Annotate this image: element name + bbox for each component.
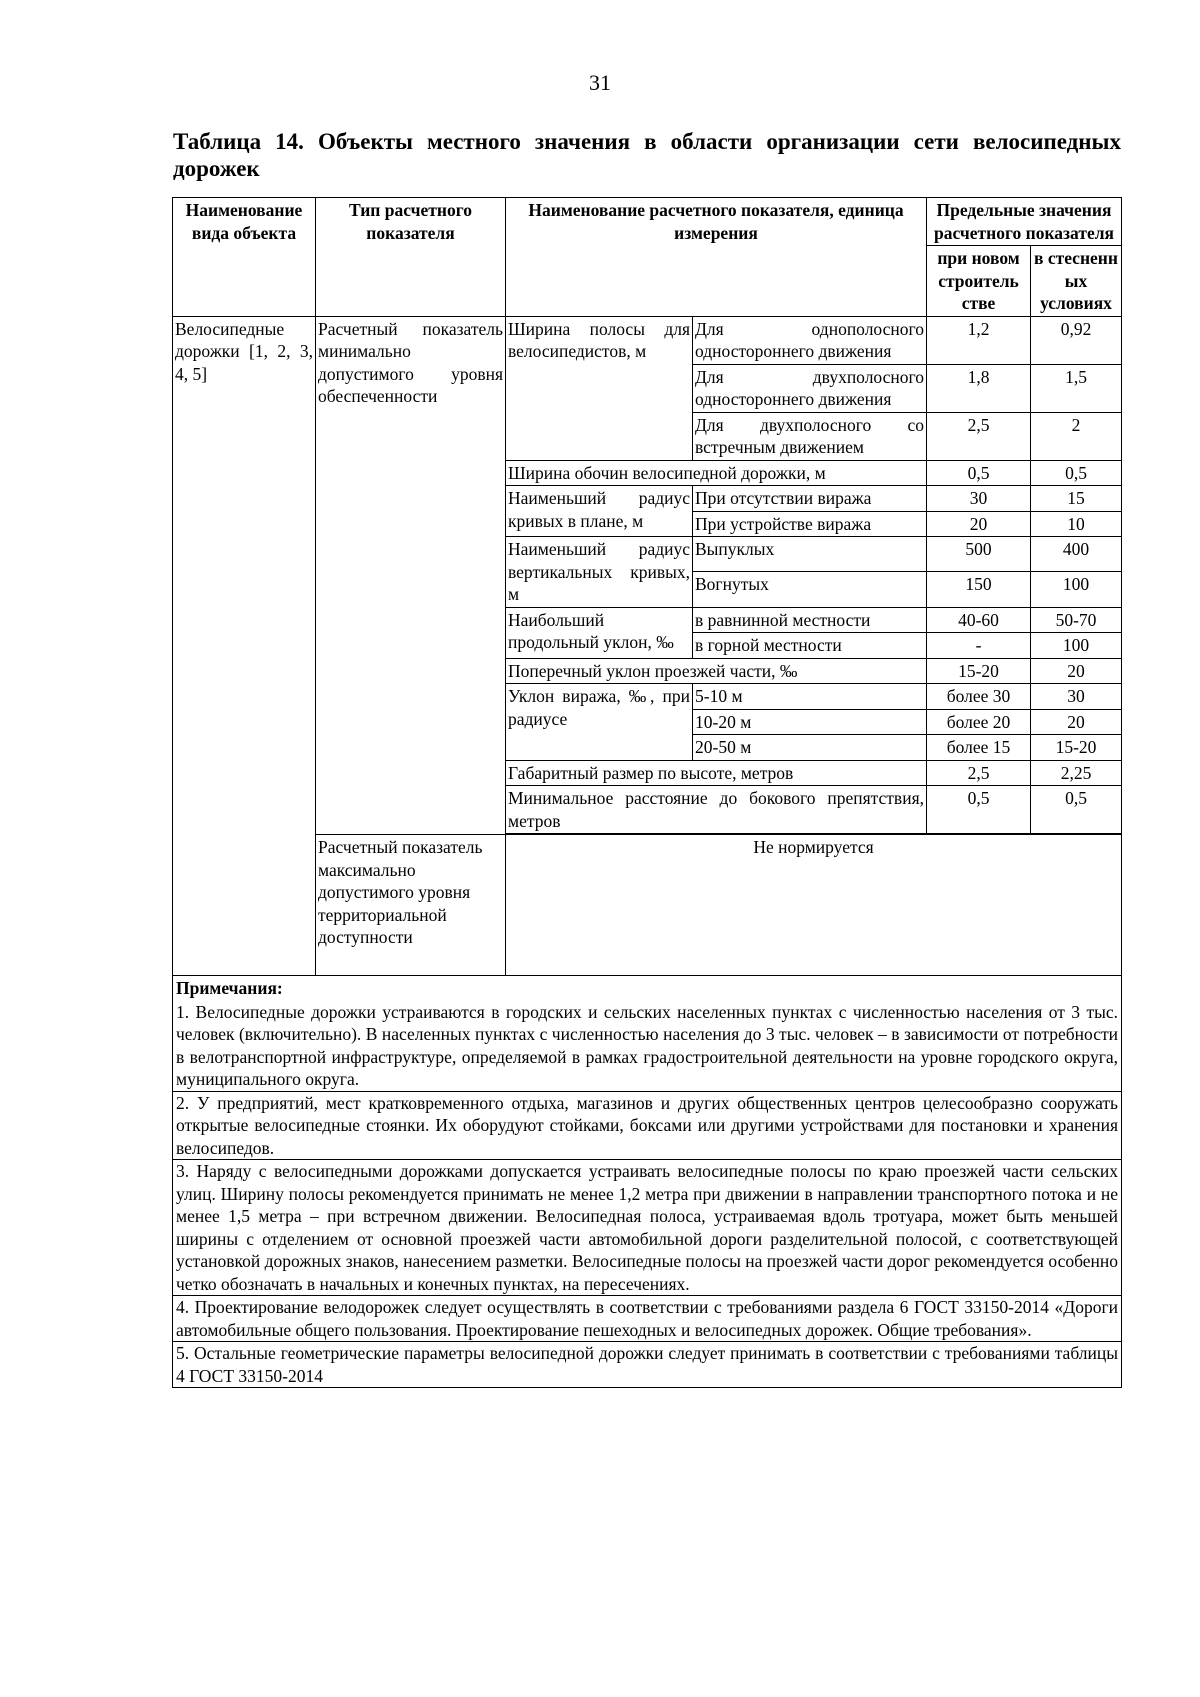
sub-label: При устройстве виража [693, 511, 927, 537]
value-new: 20 [927, 511, 1031, 537]
sub-label: При отсутствии виража [693, 486, 927, 512]
slope-label: Наибольший продольный уклон, ‰ [506, 607, 693, 658]
value-new: более 30 [927, 684, 1031, 710]
value-new: 150 [927, 572, 1031, 607]
table-caption: Таблица 14. Объекты местного значения в области организации сети велосипедных дорожек [173, 129, 1121, 181]
object-type-cell: Велосипедные дорожки [1, 2, 3, 4, 5] [173, 316, 316, 976]
value-cramped: 15 [1031, 486, 1122, 512]
value-new: 15-20 [927, 658, 1031, 684]
side-distance-label: Минимальное расстояние до бокового препятствия, метров [506, 786, 927, 834]
value-new: 2,5 [927, 412, 1031, 460]
indicator-min-cell: Расчетный показатель минимально допустимого уровня обеспеченности [316, 316, 506, 835]
value-new: 1,8 [927, 364, 1031, 412]
value-cramped: 20 [1031, 658, 1122, 684]
clearance-label: Габаритный размер по высоте, метров [506, 760, 927, 786]
sub-label: 20-50 м [693, 735, 927, 761]
notes-title: Примечания: [176, 978, 283, 998]
header-new-construction: при новом строитель стве [927, 246, 1031, 317]
note-4: 4. Проектирование велодорожек следует осуществлять в соответствии с требованиями раздела 6 ГОСТ 33150-2014 «Дороги автомобильные общего пользования. Проектирование пешеходных и велосипедных дорожек. Общие требования». [173, 1296, 1121, 1342]
not-normed-cell: Не нормируется [506, 835, 1122, 976]
header-indicator-type: Тип расчетного показателя [316, 198, 506, 317]
value-cramped: 10 [1031, 511, 1122, 537]
sub-label: Выпуклых [693, 537, 927, 572]
value-cramped: 30 [1031, 684, 1122, 710]
sub-label: 10-20 м [693, 709, 927, 735]
notes-row [173, 976, 1122, 1388]
note-5: 5. Остальные геометрические параметры велосипедной дорожки следует принимать в соответствии с требованиями таблицы 4 ГОСТ 33150-2014 [176, 1343, 1119, 1386]
value-cramped: 100 [1031, 572, 1122, 607]
value-cramped: 20 [1031, 709, 1122, 735]
shoulder-label: Ширина обочин велосипедной дорожки, м [506, 460, 927, 486]
header-object-type: Наименование вида объекта [173, 198, 316, 317]
value-cramped: 100 [1031, 633, 1122, 659]
bike-paths-table [172, 197, 1122, 1388]
lane-width-label: Ширина полосы для велосипедистов, м [506, 316, 693, 460]
table-row [173, 316, 1122, 364]
value-cramped: 2,25 [1031, 760, 1122, 786]
note-2: 2. У предприятий, мест кратковременного отдыха, магазинов и других общественных центров целесообразно сооружать открытые велосипедные стоянки. Их оборудуют стойками, боксами или другими устройствами для постановки и хранения велосипедов. [173, 1092, 1121, 1161]
value-cramped: 0,5 [1031, 460, 1122, 486]
value-cramped: 1,5 [1031, 364, 1122, 412]
sub-label: Для однополосного одностороннего движения [693, 316, 927, 364]
sub-label: в равнинной местности [693, 607, 927, 633]
header-row [173, 198, 1122, 246]
value-cramped: 2 [1031, 412, 1122, 460]
note-3: 3. Наряду с велосипедными дорожками допускается устраивать велосипедные полосы по краю проезжей части сельских улиц. Ширину полосы рекомендуется принимать не менее 1,2 метра при движении в направлении транспортного потока и не менее 1,5 метра – при встречном движении. Велосипедная полоса, устраиваемая вдоль тротуара, может быть меньшей ширины с отделением от основной проезжей части автомобильной дороги разделительной полосой, с соответствующей установкой дорожных знаков, нанесением разметки. Велосипедные полосы на проезжей части дорог рекомендуется особенно четко обозначать в начальных и конечных пунктах, на пересечениях. [173, 1160, 1121, 1296]
value-new: 0,5 [927, 786, 1031, 834]
value-new: 500 [927, 537, 1031, 572]
value-cramped: 400 [1031, 537, 1122, 572]
value-new: - [927, 633, 1031, 659]
header-indicator-name: Наименование расчетного показателя, единица измерения [506, 198, 927, 317]
value-cramped: 0,92 [1031, 316, 1122, 364]
value-new: 1,2 [927, 316, 1031, 364]
sub-label: 5-10 м [693, 684, 927, 710]
sub-label: Для двухполосного со встречным движением [693, 412, 927, 460]
radius-vert-label: Наименьший радиус вертикальных кривых, м [506, 537, 693, 608]
cross-slope-label: Поперечный уклон проезжей части, ‰ [506, 658, 927, 684]
header-limit-values: Предельные значения расчетного показателя [927, 198, 1122, 246]
bank-label: Уклон виража, ‰, при радиусе [506, 684, 693, 761]
radius-plan-label: Наименьший радиус кривых в плане, м [506, 486, 693, 537]
table-row [173, 835, 1122, 976]
sub-label: Вогнутых [693, 572, 927, 607]
value-new: 40-60 [927, 607, 1031, 633]
header-cramped-conditions: в стесненн ых условиях [1031, 246, 1122, 317]
sub-label: Для двухполосного одностороннего движения [693, 364, 927, 412]
indicator-max-cell: Расчетный показатель максимально допустимого уровня территориальной доступности [316, 835, 506, 976]
note-1: 1. Велосипедные дорожки устраиваются в городских и сельских населенных пунктах с численностью населения от 3 тыс. человек (включительно). В населенных пунктах с численностью населения до 3 тыс. человек – в зависимости от потребности в велотранспортной инфраструктуре, определяемой в рамках градостроительной деятельности на уровне городского округа, муниципального округа. [173, 1001, 1121, 1092]
page-number: 31 [589, 70, 611, 95]
value-new: более 15 [927, 735, 1031, 761]
value-new: более 20 [927, 709, 1031, 735]
value-new: 30 [927, 486, 1031, 512]
value-new: 2,5 [927, 760, 1031, 786]
value-new: 0,5 [927, 460, 1031, 486]
sub-label: в горной местности [693, 633, 927, 659]
value-cramped: 50-70 [1031, 607, 1122, 633]
value-cramped: 15-20 [1031, 735, 1122, 761]
notes-cell [173, 976, 1122, 1388]
value-cramped: 0,5 [1031, 786, 1122, 834]
